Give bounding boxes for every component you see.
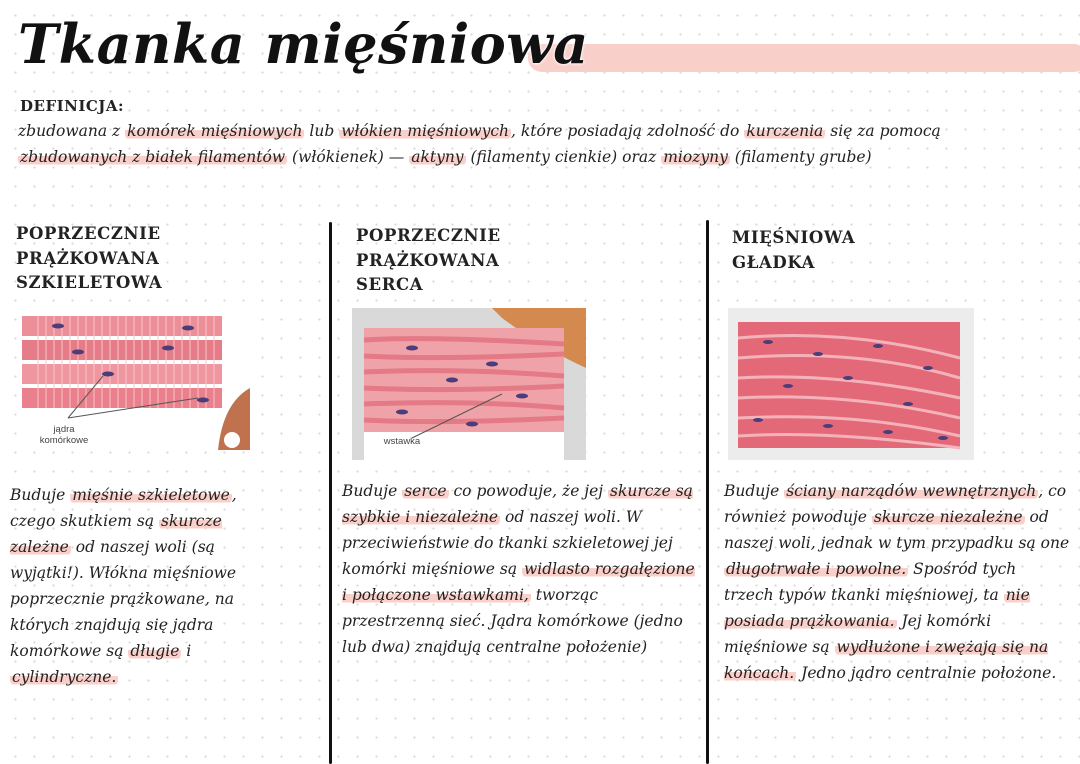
highlighted-phrase: aktyny <box>411 148 464 166</box>
text-segment: , czego skutkiem są <box>10 486 237 530</box>
highlighted-phrase: cylindryczne. <box>12 668 117 686</box>
highlighted-phrase: mięśnie szkieletowe <box>72 486 230 504</box>
highlighted-phrase: wydłużone i zwężają się na końcach. <box>724 638 1049 682</box>
highlighted-phrase: skurcze zależne <box>10 512 222 556</box>
definition-text <box>18 118 1028 170</box>
text-segment: się za pomocą <box>825 122 941 140</box>
definition-heading: DEFINICJA: <box>20 97 125 115</box>
text-segment: Spośród tych trzech typów tkanki mięśniowej, ta <box>724 560 1017 604</box>
text-segment: lub <box>304 122 340 140</box>
text-segment: od naszej woli (są wyjątki!). Włókna mięśniowe poprzecznie prążkowane, na których znajdują się jądra komórkowe są <box>10 538 237 660</box>
column-smooth-text <box>724 478 1070 686</box>
highlighted-phrase: włókien mięśniowych <box>341 122 510 140</box>
highlighted-phrase: kurczenia <box>746 122 824 140</box>
highlighted-phrase: widlasto rozgałęzione i połączone wstawkami, <box>342 560 695 604</box>
column-cardiac-text <box>342 478 698 660</box>
column-heading: MIĘŚNIOWA GŁADKA <box>732 228 856 272</box>
highlighted-phrase: serce <box>404 482 447 500</box>
column-divider-2 <box>706 220 709 764</box>
text-segment: tworząc przestrzenną sieć. Jądra komórkowe (jedno lub dwa) znajdują centralne położenie) <box>342 586 683 656</box>
highlighted-phrase: komórek mięśniowych <box>127 122 303 140</box>
highlighted-phrase: zbudowanych z białek filamentów <box>20 148 286 166</box>
highlighted-phrase: miozyny <box>663 148 728 166</box>
text-segment: (włókienek) — <box>287 148 410 166</box>
smooth-muscle-image <box>728 308 974 460</box>
highlighted-phrase: długotrwałe i powolne. <box>726 560 907 578</box>
column-heading: POPRZECZNIE PRĄŻKOWANA SERCA <box>356 226 501 294</box>
highlighted-phrase: ściany narządów wewnętrznych <box>786 482 1037 500</box>
text-segment: (filamenty grube) <box>729 148 872 166</box>
highlighted-phrase: nie posiada prążkowania. <box>724 586 1030 630</box>
text-segment: zbudowana z <box>18 122 126 140</box>
text-segment: (filamenty cienkie) oraz <box>465 148 662 166</box>
column-skeletal-text <box>10 482 282 690</box>
page-title: Tkanka mięśniowa <box>18 12 589 76</box>
text-segment: , które posiadają zdolność do <box>511 122 745 140</box>
highlighted-phrase: skurcze niezależne <box>873 508 1023 526</box>
text-segment: , co również powoduje <box>724 482 1067 526</box>
text-segment: i <box>181 642 192 660</box>
title-highlight-bar <box>528 44 1080 72</box>
text-segment: Jedno jądro centralnie położone. <box>796 664 1057 682</box>
text-segment: co powoduje, że jej <box>448 482 609 500</box>
text-segment: od naszej woli, jednak w tym przypadku są one <box>724 508 1070 552</box>
text-segment: od naszej woli. W przeciwieństwie do tkanki szkieletowej jej komórki mięśniowe są <box>342 508 673 578</box>
highlighted-phrase: długie <box>130 642 180 660</box>
image-label-nuclei: jądra komórkowe <box>39 424 89 446</box>
highlighted-phrase: skurcze są szybkie i niezależne <box>342 482 693 526</box>
text-segment: Jej komórki mięśniowe są <box>724 612 992 656</box>
text-segment: Buduje <box>342 482 403 500</box>
column-divider-1 <box>329 222 332 764</box>
column-heading: POPRZECZNIE PRĄŻKOWANA SZKIELETOWA <box>16 224 163 292</box>
image-label-intercalated-disc: wstawka <box>383 436 421 447</box>
text-segment: Buduje <box>724 482 785 500</box>
skeletal-muscle-image <box>18 308 250 450</box>
text-segment: Buduje <box>10 486 71 504</box>
cardiac-muscle-image <box>352 308 586 460</box>
